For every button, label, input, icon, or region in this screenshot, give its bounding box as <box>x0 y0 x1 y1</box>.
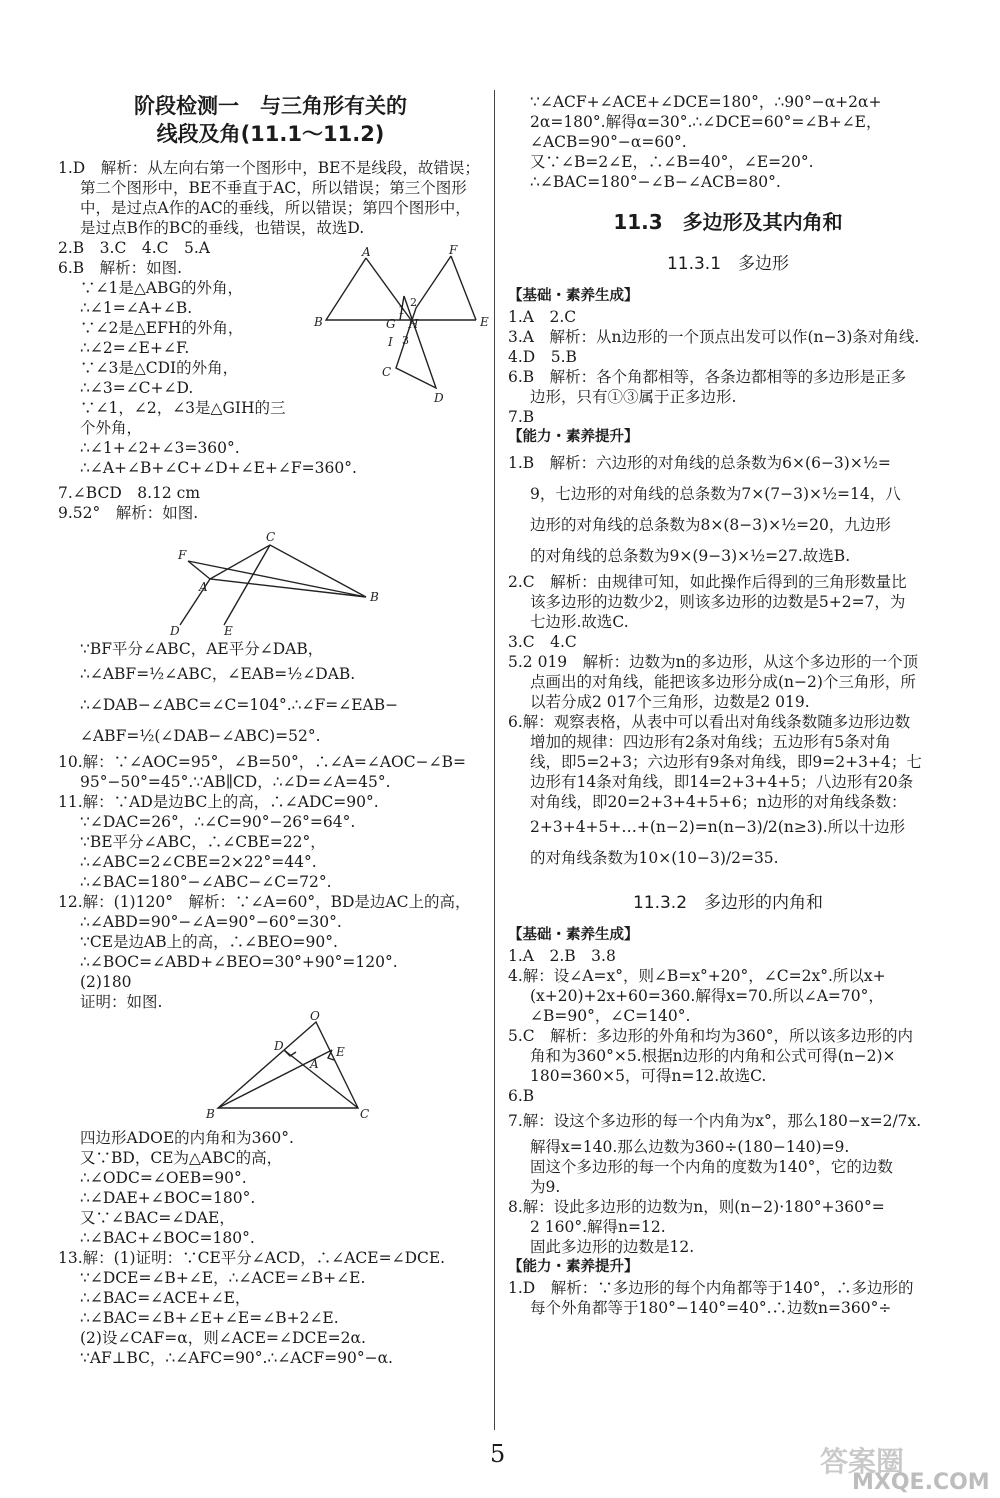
text-line: 又∵∠B=2∠E，∴∠B=40°，∠E=20°. <box>530 153 814 171</box>
text-line: 4.D 5.B <box>508 348 577 366</box>
text-line: 固这个多边形的每一个内角的度数为140°，它的边数 <box>530 1158 893 1176</box>
text-line: ∴∠1+∠2+∠3=360°. <box>80 439 240 457</box>
watermark-logo: 答案圈 <box>820 1445 905 1478</box>
label-E: E <box>336 1045 345 1059</box>
text-line: 对角线，即20=2+3+4+5+6；n边形的对角线条数： <box>530 793 907 811</box>
label-G: G <box>386 317 396 331</box>
label-O: O <box>310 1009 320 1023</box>
left-column <box>58 92 489 1368</box>
text-line: (2)180 <box>80 973 132 991</box>
text-line: ∴∠2=∠E+∠F. <box>80 339 190 357</box>
text-line: 2.B 3.C 4.C 5.A <box>58 239 210 257</box>
q9-solution <box>58 639 483 752</box>
text-line: 1.B 解析：六边形的对角线的总条数为6×(6−3)×½= <box>508 454 891 472</box>
text-line: ∵∠2是△EFH的外角， <box>80 319 244 337</box>
text-line: ∴∠DAB−∠ABC=∠C=104°.∴∠F=∠EAB− <box>80 696 399 714</box>
text-line: 9.52° 解析：如图. <box>58 504 199 522</box>
text-line: ∵∠1，∠2，∠3是△GIH的三 <box>80 399 286 417</box>
text-line: ∴∠A+∠B+∠C+∠D+∠E+∠F=360°. <box>80 459 357 477</box>
answers-block-c <box>58 752 483 1012</box>
text-line: ∴∠BAC=∠ACE+∠E， <box>80 1289 251 1307</box>
subsection-heading-11-3-2: 11.3.2 多边形的内角和 <box>632 893 824 913</box>
text-line: 7.B <box>508 408 535 426</box>
label-H: H <box>408 317 419 331</box>
text-line: 1.A 2.B 3.8 <box>508 947 616 965</box>
text-line: 个外角， <box>80 419 143 437</box>
text-line: ∠ABF=½(∠DAB−∠ABC)=52°. <box>80 727 321 745</box>
text-line: ∴∠BAC=180°−∠ABC−∠C=72°. <box>80 873 332 891</box>
text-line: 点画出的对角线，能把该多边形分成(n−2)个三角形，所 <box>530 673 916 691</box>
category-ability: 【能力・素养提升】 <box>508 429 639 445</box>
text-line: 边形，只有①③属于正多边形. <box>530 388 737 406</box>
text-line: 又∵BD，CE为△ABC的高， <box>80 1149 283 1167</box>
text-line: 95°−50°=45°.∵AB∥CD，∴∠D=∠A=45°. <box>80 773 391 791</box>
text-line: 又∵∠BAC=∠DAE， <box>80 1209 235 1227</box>
text-line: 10.解：∵∠AOC=95°，∠B=50°，∴∠A=∠AOC−∠B= <box>58 753 466 771</box>
section-heading-11-3: 11.3 多边形及其内角和 <box>613 210 843 234</box>
text-line: ∴∠ABC=2∠CBE=2×22°=44°. <box>80 853 317 871</box>
label-angle-3: 3 <box>402 334 409 347</box>
label-A: A <box>199 580 208 594</box>
text-line: ∠ACB=90°−α=60°. <box>530 133 687 151</box>
text-line: ∴∠1=∠A+∠B. <box>80 299 193 317</box>
text-line: 9，七边形的对角线的总条数为7×(7−3)×½=14，八 <box>530 485 901 503</box>
text-line: 增加的规律：四边形有2条对角线；五边形有5条对角 <box>530 733 891 751</box>
text-line: 第二个图形中，BE不垂直于AC，所以错误；第三个图形 <box>80 179 467 197</box>
text-line: 5.2 019 解析：边数为n的多边形，从这个多边形的一个顶 <box>508 653 919 671</box>
label-angle-1: 1 <box>398 304 405 317</box>
text-line: ∴∠BAC=180°−∠B−∠ACB=80°. <box>530 173 781 191</box>
text-line: ∠B=90°，∠C=140°. <box>530 1007 691 1025</box>
text-line: 解得x=140.那么边数为360÷(180−140)=9. <box>530 1138 850 1156</box>
s6-answers <box>508 1278 948 1318</box>
text-line: ∵BE平分∠ABC，∴∠CBE=22°， <box>80 833 326 851</box>
text-line: 13.解：(1)证明：∵CE平分∠ACD，∴∠ACE=∠DCE. <box>58 1249 446 1267</box>
text-line: 四边形ADOE的内角和为360°. <box>80 1129 294 1147</box>
text-line: (x+20)+2x+60=360.解得x=70.所以∠A=70°， <box>530 987 884 1005</box>
text-line: ∵CE是边AB上的高，∴∠BEO=90°. <box>80 933 338 951</box>
text-line: 3.A 解析：从n边形的一个顶点出发可以作(n−3)条对角线. <box>508 328 920 346</box>
category-ability-2: 【能力・素养提升】 <box>508 1259 639 1275</box>
answers-block-b <box>58 483 483 523</box>
text-line: 3.C 4.C <box>508 633 577 651</box>
right-column <box>508 92 948 1318</box>
label-I: I <box>388 335 393 349</box>
text-line: 1.D 解析：从左向右第一个图形中，BE不是线段，故错误； <box>58 159 480 177</box>
column-divider <box>494 90 495 1430</box>
text-line: 2α=180°.解得α=30°.∴∠DCE=60°=∠B+∠E， <box>530 113 882 131</box>
text-line: ∴∠ODC=∠OEB=90°. <box>80 1169 247 1187</box>
text-line: 11.解：∵AD是边BC上的高，∴∠ADC=90°. <box>58 793 379 811</box>
label-angle-2: 2 <box>410 296 417 309</box>
text-line: 2.C 解析：由规律可知，如此操作后得到的三角形数量比 <box>508 573 907 591</box>
s1-answers <box>508 307 948 427</box>
label-C: C <box>266 530 276 544</box>
label-C: C <box>382 365 392 379</box>
label-B: B <box>370 590 379 604</box>
text-line: 线，即5=2+3；六边形有9条对角线，即9=2+3+4；七 <box>530 753 922 771</box>
label-E: E <box>224 624 233 638</box>
label-D: D <box>274 1039 284 1053</box>
text-line: 6.解：观察表格，从表中可以看出对角线条数随多边形边数 <box>508 713 911 731</box>
text-line: 6.B 解析：如图. <box>58 259 183 277</box>
q6-text <box>58 278 357 478</box>
text-line: 的对角线的总条数为9×(9−3)×½=27.故选B. <box>530 547 851 565</box>
q13-continued <box>508 92 948 192</box>
label-E: E <box>480 315 489 329</box>
text-line: 的对角线条数为10×(10−3)/2=35. <box>530 849 779 867</box>
text-line: ∴∠BAC=∠B+∠E+∠E=∠B+2∠E. <box>80 1309 339 1327</box>
text-line: 12.解：(1)120° 解析：∵∠A=60°，BD是边AC上的高， <box>58 893 471 911</box>
text-line: 七边形.故选C. <box>530 613 629 631</box>
text-line: 7.∠BCD 8.12 cm <box>58 484 201 502</box>
text-line: ∵∠1是△ABG的外角， <box>80 279 244 297</box>
label-F: F <box>178 548 187 562</box>
text-line: 是过点B作的BC的垂线，也错误，故选D. <box>80 219 365 237</box>
text-line: 证明：如图. <box>80 993 163 1011</box>
text-line: 边形的对角线的总条数为8×(8−3)×½=20，九边形 <box>530 516 891 534</box>
text-line: 中，是过点A作的AC的垂线，所以错误；第四个图形中， <box>80 199 471 217</box>
text-line: ∵BF平分∠ABC，AE平分∠DAB， <box>80 640 324 658</box>
label-F: F <box>449 243 458 257</box>
text-line: 每个外角都等于180°−140°=40°.∴边数n=360°÷ <box>530 1299 892 1317</box>
text-line: 角和为360°×5.根据n边形的内角和公式可得(n−2)× <box>530 1047 896 1065</box>
text-line: 6.B 解析：各个角都相等，各条边都相等的多边形是正多 <box>508 368 907 386</box>
text-line: 2+3+4+5+…+(n−2)=n(n−3)/2(n≥3).所以十边形 <box>530 818 906 836</box>
label-B: B <box>314 315 323 329</box>
answers-block-d <box>58 1128 483 1368</box>
text-line: 6.B <box>508 1087 535 1105</box>
text-line: 5.C 解析：多边形的外角和均为360°，所以该多边形的内 <box>508 1027 913 1045</box>
text-line: ∴∠BOC=∠ABD+∠BEO=30°+90°=120°. <box>80 953 398 971</box>
text-line: 180=360×5，可得n=12.故选C. <box>530 1067 767 1085</box>
figure-q9 <box>58 525 483 637</box>
category-basic: 【基础・素养生成】 <box>508 288 639 304</box>
subsection-heading-11-3-1: 11.3.1 多边形 <box>666 254 790 274</box>
text-line: 固此多边形的边数是12. <box>530 1238 695 1256</box>
section-title-line-2: 线段及角(11.1～11.2) <box>156 122 385 146</box>
label-D: D <box>170 624 180 638</box>
text-line: ∵∠DCE=∠B+∠E，∴∠ACE=∠B+∠E. <box>80 1269 366 1287</box>
text-line: 4.解：设∠A=x°，则∠B=x°+20°，∠C=2x°.所以x+ <box>508 967 886 985</box>
s3-answers <box>508 572 948 812</box>
s4-answers <box>508 812 948 874</box>
text-line: 边形有14条对角线，即14=2+3+4+5；八边形有20条 <box>530 773 914 791</box>
figure-q6 <box>314 243 489 418</box>
text-line: 2 160°.解得n=12. <box>530 1218 666 1236</box>
text-line: ∴∠3=∠C+∠D. <box>80 379 194 397</box>
text-line: ∵AF⊥BC，∴∠AFC=90°.∴∠ACF=90°−α. <box>80 1349 393 1367</box>
text-line: ∵∠ACF+∠ACE+∠DCE=180°，∴90°−α+2α+ <box>530 93 882 111</box>
label-B: B <box>206 1107 215 1121</box>
label-D: D <box>434 391 444 405</box>
text-line: 以若分成2 017个三角形，边数是2 019. <box>530 693 810 711</box>
text-line: ∴∠ABD=90°−∠A=90°−60°=30°. <box>80 913 342 931</box>
text-line: ∴∠ABF=½∠ABC，∠EAB=½∠DAB. <box>80 665 356 683</box>
text-line: 1.D 解析：∵多边形的每个内角都等于140°，∴多边形的 <box>508 1279 914 1297</box>
text-line: 7.解：设这个多边形的每一个内角为x°，那么180−x=2/7x. <box>508 1112 922 1130</box>
section-title-line-1: 阶段检测一 与三角形有关的 <box>134 94 407 118</box>
category-basic-2: 【基础・素养生成】 <box>508 927 639 943</box>
text-line: 1.A 2.C <box>508 308 577 326</box>
page-number: 5 <box>490 1440 506 1468</box>
text-line: 该多边形的边数少2，则该多边形的边数是5+2=7，为 <box>530 593 906 611</box>
s5-answers <box>508 946 948 1257</box>
label-A: A <box>362 245 371 259</box>
text-line: 8.解：设此多边形的边数为n，则(n−2)·180°+360°= <box>508 1198 885 1216</box>
s2-answers <box>508 448 948 572</box>
text-line: ∴∠DAE+∠BOC=180°. <box>80 1189 256 1207</box>
text-line: ∴∠BAC+∠BOC=180°. <box>80 1229 255 1247</box>
text-line: ∵∠3是△CDI的外角， <box>80 359 239 377</box>
text-line: 为9. <box>530 1178 561 1196</box>
text-line: ∵∠DAC=26°，∴∠C=90°−26°=64°. <box>80 813 356 831</box>
label-A: A <box>310 1057 319 1071</box>
figure-q12 <box>58 1009 483 1126</box>
watermark-url: MXQE.COM <box>852 1470 990 1495</box>
label-C: C <box>360 1107 370 1121</box>
text-line: (2)设∠CAF=α，则∠ACE=∠DCE=2α. <box>80 1329 366 1347</box>
